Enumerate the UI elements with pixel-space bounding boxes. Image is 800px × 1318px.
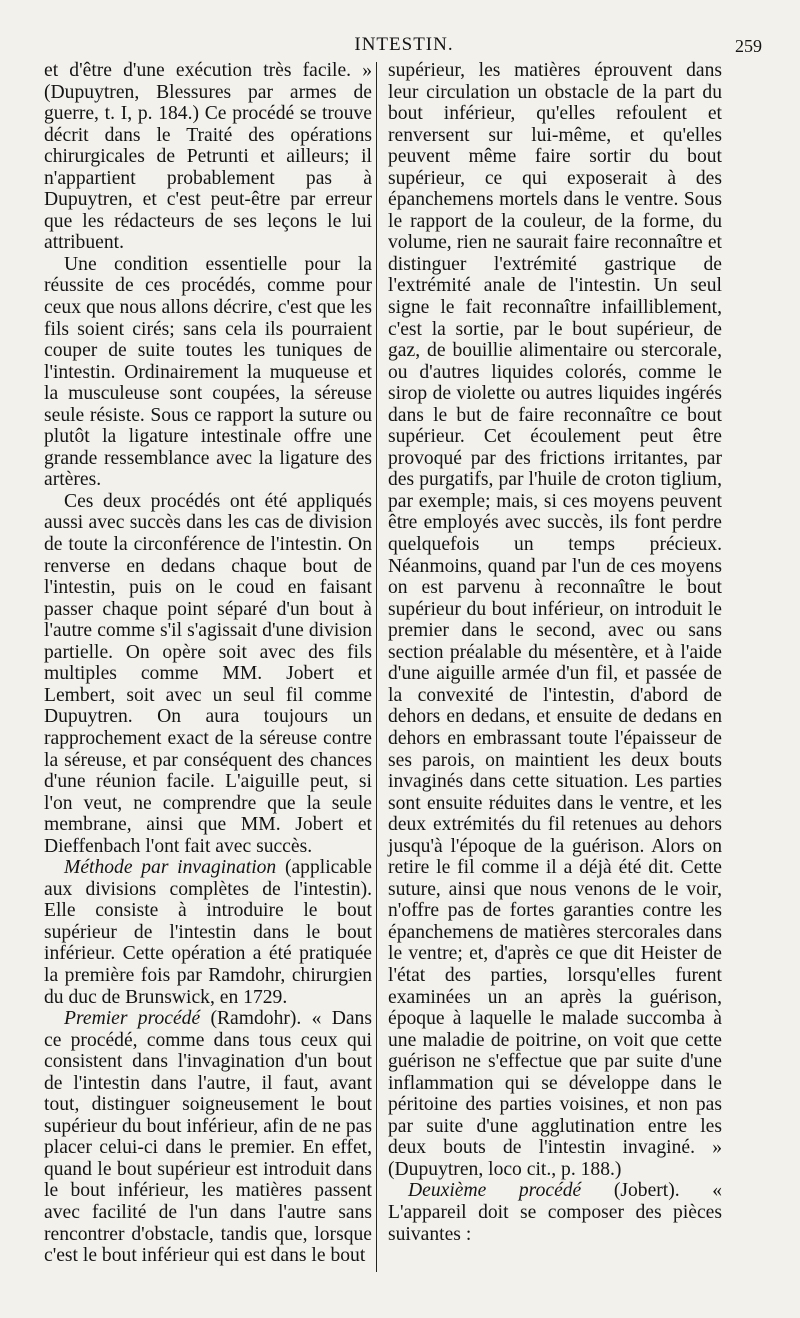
paragraph: supérieur, les matières éprouvent dans leur circulation un obstacle de la part du bout inférieur, qu'elles refoulent et renversent sur lui-même, et qu'elles peuvent même faire sortir du bout supérieur, ce qui exposerait à des épanchemens mortels dans le ventre. Sous le rapport de la couleur, de la forme, du volume, rien ne saurait faire reconnaître et distinguer l'extrémité gastrique de l'extrémité anale de l'intestin. Un seul signe le fait reconnaître infailliblement, c'est la sortie, par le bout supérieur, de gaz, de bouillie alimentaire ou stercorale, ou d'autres liquides colorés, comme le sirop de violette ou autres liquides ingérés dans le but de faire reconnaître ce bout supérieur. Cet écoulement peut être provoqué par des frictions irritantes, par des purgatifs, par l'huile de croton tiglium, par exemple; mais, si ces moyens peuvent être employés avec succès, ils font perdre quelquefois un temps précieux. Néanmoins, quand par l'un de ces moyens on est parvenu à reconnaître le bout supérieur du bout inférieur, on introduit le premier dans le second, avec ou sans section préalable du mésentère, et à l'aide d'une aiguille armée d'un fil, et passée de la convexité de l'intestin, d'abord de dehors en dedans, et ensuite de dedans en dehors en embrassant toute l'épaisseur de ses parois, on maintient les deux bouts invaginés dans cette situation. Les parties sont ensuite réduites dans le ventre, et les deux extrémités du fil retenues au dehors jusqu'à l'époque de la guérison. Alors on retire le fil comme il a déjà été dit. Cette suture, ainsi que nous venons de le voir, n'offre pas de fortes garanties contre les épanchemens de matières stercorales dans le ventre; et, d'après ce que dit Heister de l'état des parties, lorsqu'elles furent examinées un an après la guérison, époque à laquelle le malade succomba à une maladie de poitrine, on voit que cette guérison ne s'effectue que par suite d'une inflammation qui se développe dans le péritoine des parties voisines, et non pas par suite d'une agglutination entre les deux bouts de l'intestin invaginé. » (Dupuytren, loco cit., p. 188.) <box>388 60 722 1180</box>
page-header <box>46 28 762 58</box>
section-heading: Deuxième procédé <box>408 1180 582 1202</box>
page-number: 259 <box>735 36 762 56</box>
left-column <box>44 60 372 1267</box>
running-title: INTESTIN. <box>354 34 454 55</box>
section-heading: Méthode par invagination <box>64 857 277 879</box>
column-divider <box>376 62 377 1272</box>
paragraph <box>44 857 372 1008</box>
paragraph <box>388 1180 722 1245</box>
paragraph-text: (Jobert). « L'appareil doit se composer des pièces suivantes : <box>388 1180 723 1245</box>
paragraph: Une condition essentielle pour la réussite de ces procédés, comme pour ceux que nous allons décrire, c'est que les fils soient cirés; sans cela ils pourraient couper de suite toutes les tuniques de l'intestin. Ordinairement la muqueuse et la musculeuse sont coupées, la séreuse seule résiste. Sous ce rapport la suture ou plutôt la ligature intestinale offre une grande ressemblance avec la ligature des artères. <box>44 253 372 491</box>
paragraph: et d'être d'une exécution très facile. » (Dupuytren, Blessures par armes de guerre, t. I, p. 184.) Ce procédé se trouve décrit dans le Traité des opérations chirurgicales de Petrunti et ailleurs; il n'appartient probablement pas à Dupuytren, et c'est peut-être par erreur que les rédacteurs de ses leçons le lui attribuent. <box>44 60 372 254</box>
paragraph: Ces deux procédés ont été appliqués aussi avec succès dans les cas de division de toute la circonférence de l'intestin. On renverse en dedans chaque bout de l'intestin, puis on le coud en faisant passer chaque point séparé d'un bout à l'autre comme s'il s'agissait d'une division partielle. On opère soit avec des fils multiples comme MM. Jobert et Lembert, soit avec un seul fil comme Dupuytren. On aura toujours un rapprochement exact de la séreuse contre la séreuse, et par conséquent des chances d'une réunion facile. L'aiguille peut, si l'on veut, ne comprendre que la seule membrane, ainsi que MM. Jobert et Dieffenbach l'ont fait avec succès. <box>44 490 372 857</box>
paragraph <box>44 1008 372 1267</box>
paragraph-text: (applicable aux divisions complètes de l'intestin). Elle consiste à introduire le bout supérieur de l'intestin dans le bout inférieur. Cette opération a été pratiquée la première fois par Ramdohr, chirurgien du duc de Brunswick, en 1729. <box>44 857 372 1008</box>
section-heading: Premier procédé <box>64 1008 201 1030</box>
right-column <box>388 60 722 1245</box>
paragraph-text: (Ramdohr). « Dans ce procédé, comme dans tous ceux qui consistent dans l'invagination d'un bout de l'intestin dans l'autre, il faut, avant tout, distinguer soigneusement le bout supérieur du bout inférieur, afin de ne pas placer celui-ci dans le premier. En effet, quand le bout supérieur est introduit dans le bout inférieur, les matières passent avec facilité de l'un dans l'autre sans rencontrer d'obstacle, tandis que, lorsque c'est le bout inférieur qui est dans le bout <box>44 1008 372 1267</box>
